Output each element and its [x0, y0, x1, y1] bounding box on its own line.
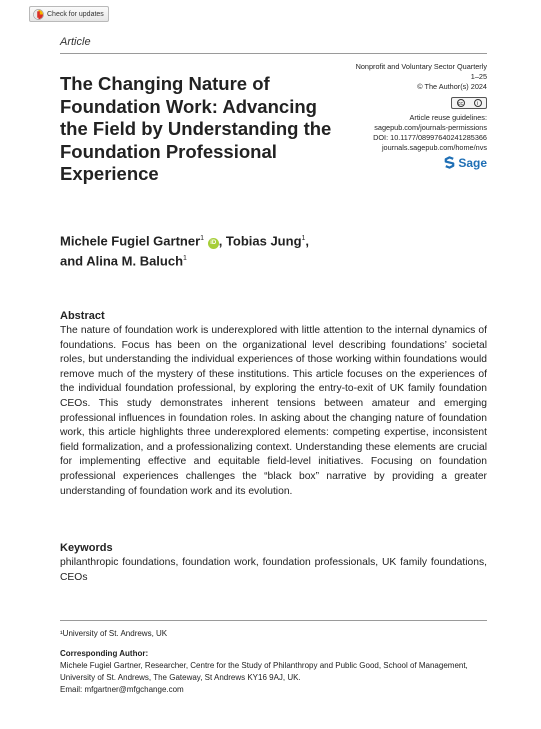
footnote-divider	[60, 620, 487, 621]
sage-logo-text: Sage	[458, 155, 487, 170]
journal-pages: 1–25	[470, 72, 487, 82]
corresponding-author-details	[60, 660, 487, 696]
abstract-text: The nature of foundation work is underexplored with little attention to the internal dynamics of foundations. Focus has been on the organizational level describing foundations’ societal roles, but understanding the individual experiences of those working within foundations would remove much of the mystery of these institutions. This article focuses on the experiences of the individual foundation professional, by exploring the entry-to-exit of UK family foundation CEOs. This study demonstrates inherent tensions between amateur and emerging professional influences in foundation roles. In asking about the changing nature of foundation work, this article highlights three underexplored elements: competing expertise, inconsistent field formalization, and a professionalizing context. Understanding these elements are crucial for implementing effective and equitable field-level initiatives. Focusing on foundation professional experiences challenges the “black box” narrative by providing a greater understanding of foundation work and its evolution.	[60, 325, 487, 497]
sage-s-icon	[443, 156, 456, 169]
author-name[interactable]: Michele Fugiel Gartner	[60, 233, 201, 249]
abstract-heading: Abstract	[60, 310, 105, 322]
corresponding-author-heading: Corresponding Author:	[60, 649, 149, 658]
author-name[interactable]: and Alina M. Baluch	[60, 253, 184, 269]
corresponding-author-email[interactable]: Email: mfgartner@mfgchange.com	[60, 685, 184, 694]
author-list	[60, 230, 380, 271]
affiliation-marker: 1	[200, 235, 205, 242]
journal-info	[287, 62, 487, 169]
journal-name: Nonprofit and Voluntary Sector Quarterly	[355, 62, 487, 71]
check-for-updates-label: Check for updates	[47, 10, 104, 18]
sage-logo[interactable]	[287, 156, 487, 169]
article-type: Article	[60, 36, 91, 48]
corresponding-author-address: Michele Fugiel Gartner, Researcher, Centre for the Study of Philanthropy and Public Good, School of Management, University of St. Andrews, The Gateway, St Andrews KY16 9AJ, UK.	[60, 661, 468, 682]
journal-copyright: © The Author(s) 2024	[417, 82, 487, 92]
affiliation-note: ¹University of St. Andrews, UK	[60, 629, 168, 638]
header-divider	[60, 53, 487, 54]
keywords-text: philanthropic foundations, foundation work, foundation professionals, UK family foundations, CEOs	[60, 557, 487, 583]
author-name[interactable]: , Tobias Jung	[218, 233, 302, 249]
reuse-guidelines-link[interactable]: sagepub.com/journals-permissions	[374, 122, 487, 132]
journal-home-link[interactable]: journals.sagepub.com/home/nvs	[381, 143, 487, 153]
author-separator: ,	[305, 233, 310, 249]
doi-link[interactable]: DOI: 10.1177/08997640241285366	[373, 133, 487, 143]
affiliation-marker: 1	[183, 255, 187, 263]
article-title: The Changing Nature of Foundation Work: Advancing the Field by Understanding the Foundation Professional Experience	[60, 73, 332, 184]
reuse-guidelines-label: Article reuse guidelines:	[409, 112, 487, 122]
affiliation-marker: 1	[301, 235, 306, 242]
orcid-icon[interactable]: iD	[208, 238, 219, 249]
check-for-updates-button[interactable]	[29, 6, 109, 22]
crossmark-icon	[33, 9, 44, 20]
keywords-heading: Keywords	[60, 542, 113, 554]
cc-by-icon[interactable]: cc i	[451, 97, 487, 109]
